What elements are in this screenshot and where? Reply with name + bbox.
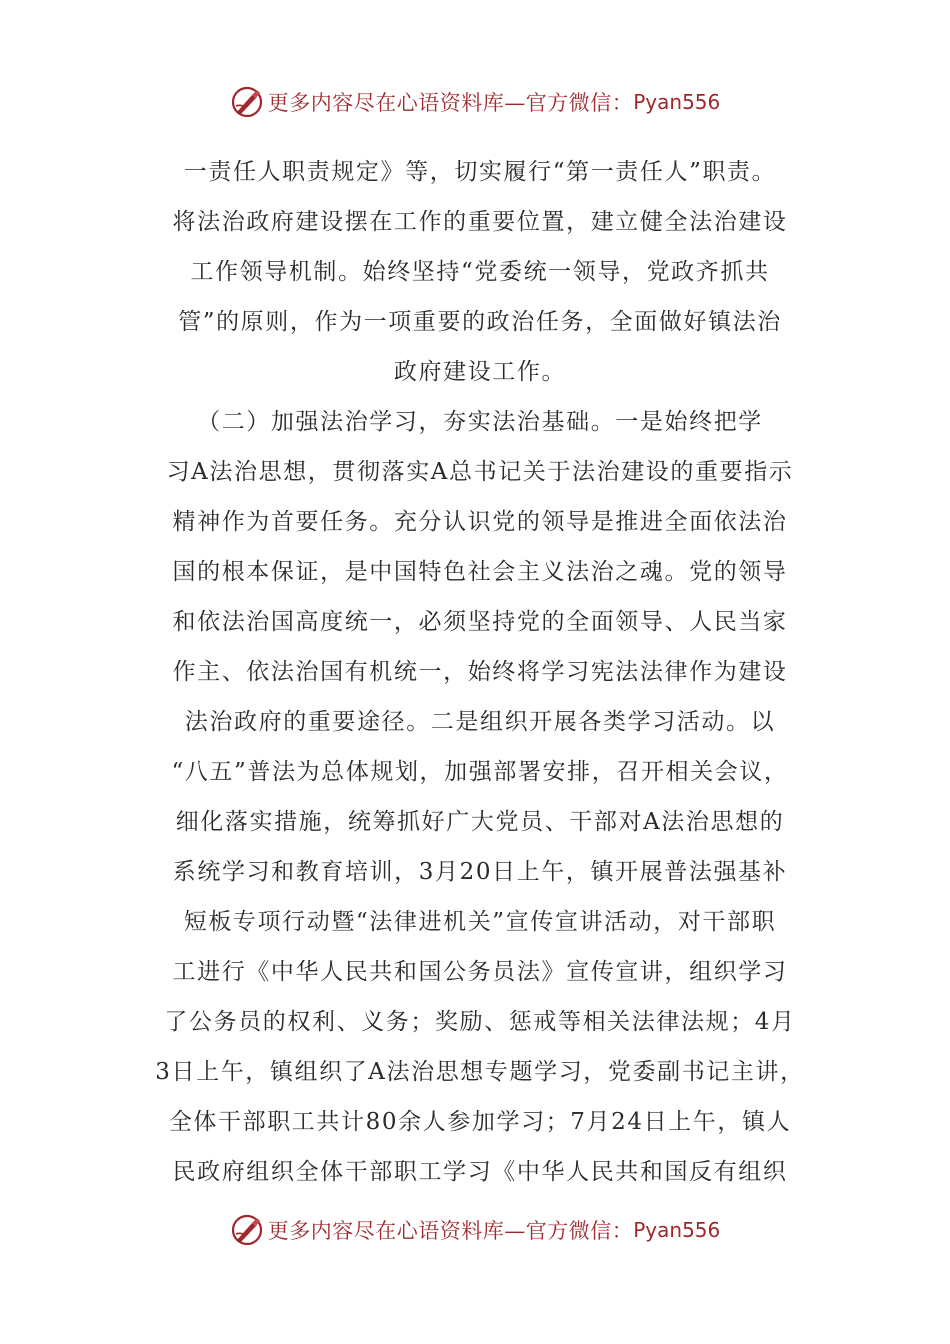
text-line: 全体干部职工共计80余人参加学习；7月24日上午，镇人 [168,1109,792,1135]
text-line: 法治政府的重要途径。二是组织开展各类学习活动。以 [184,709,776,735]
text-line: 细化落实措施，统筹抓好广大党员、干部对A法治思想的 [175,809,785,835]
text-line: 3日上午，镇组织了A法治思想专题学习，党委副书记主讲， [155,1059,805,1085]
pen-logo-icon [230,1213,264,1247]
text-line: 工进行《中华人民共和国公务员法》宣传宣讲，组织学习 [172,959,788,985]
text-line: 精神作为首要任务。充分认识党的领导是推进全面依法治 [172,509,788,535]
text-line: 工作领导机制。始终坚持“党委统一领导，党政齐抓共 [190,259,770,285]
text-line: 系统学习和教育培训，3月20日上午，镇开展普法强基补 [172,859,788,885]
document-body [140,147,820,1197]
text-line: 习A法治思想，贯彻落实A总书记关于法治建设的重要指示 [166,459,794,485]
text-line: 政府建设工作。 [393,359,567,385]
watermark-text: 更多内容尽在心语资料库—官方微信： [267,91,634,115]
text-line: “八五”普法为总体规划，加强部署安排，召开相关会议， [171,759,789,785]
watermark-wechat-id: Pyan556 [633,90,721,114]
section-heading-line: （二）加强法治学习，夯实法治基础。一是始终把学 [197,409,763,435]
text-line: 国的根本保证，是中国特色社会主义法治之魂。党的领导 [172,559,788,585]
text-line: 作主、依法治国有机统一，始终将学习宪法法律作为建设 [172,659,788,685]
watermark-wechat-id: Pyan556 [633,1218,721,1242]
header-watermark-banner [0,82,950,122]
text-line: 管”的原则，作为一项重要的政治任务，全面做好镇法治 [178,309,782,335]
footer-watermark-banner [0,1210,950,1250]
text-line: 一责任人职责规定》等，切实履行“第一责任人”职责。 [183,159,777,185]
watermark-text: 更多内容尽在心语资料库—官方微信： [267,1219,634,1243]
text-line: 了公务员的权利、义务；奖励、惩戒等相关法律法规；4月 [164,1009,796,1035]
text-line: 和依法治国高度统一，必须坚持党的全面领导、人民当家 [172,609,788,635]
pen-logo-icon [230,85,264,119]
text-line: 短板专项行动暨“法律进机关”宣传宣讲活动，对干部职 [183,909,777,935]
text-line: 民政府组织全体干部职工学习《中华人民共和国反有组织 [172,1159,788,1185]
text-line: 将法治政府建设摆在工作的重要位置，建立健全法治建设 [172,209,788,235]
